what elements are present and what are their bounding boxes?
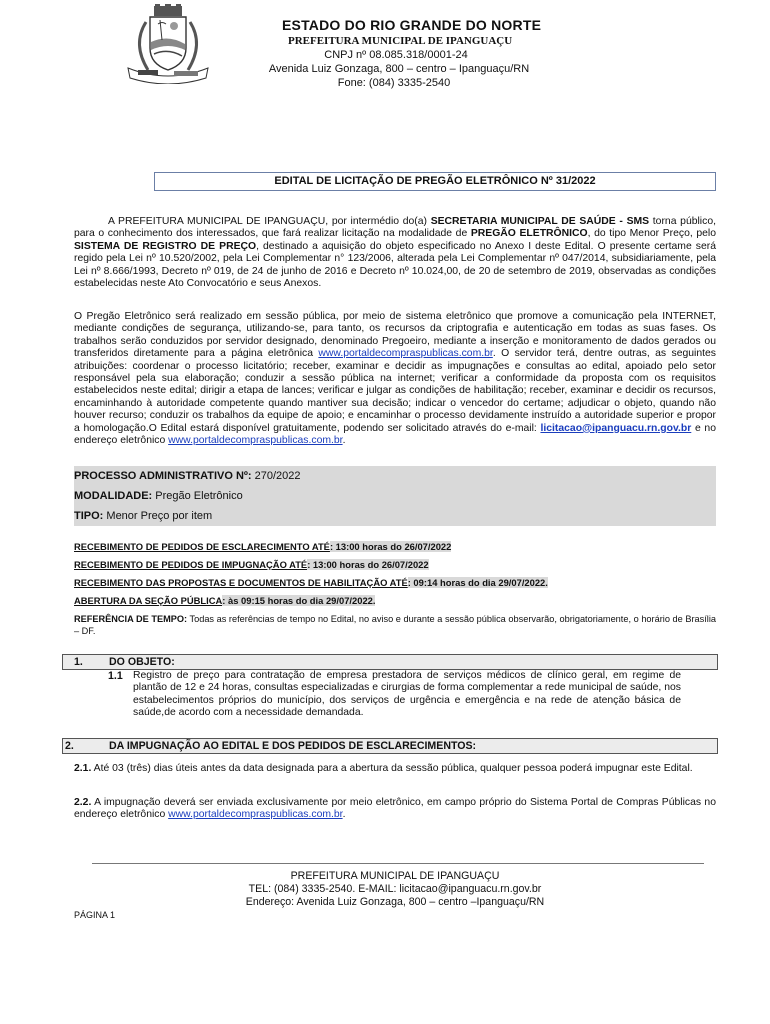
section-1-number: 1. xyxy=(74,656,83,668)
schedule-propostas: RECEBIMENTO DAS PROPOSTAS E DOCUMENTOS DE HABILITAÇÃO ATÉ: 09:14 horas do dia 29/07/2022. xyxy=(74,577,548,588)
footer-contact: TEL: (084) 3335-2540. E-MAIL: licitacao@ipanguacu.rn.gov.br xyxy=(248,883,542,895)
tipo-row: TIPO: Menor Preço por item xyxy=(74,510,213,522)
item-2-1: 2.1. Até 03 (três) dias úteis antes da data designada para a abertura da sessão pública, qualquer pessoa poderá impugnar este Edital. xyxy=(74,763,693,774)
footer-divider xyxy=(92,863,704,864)
schedule-abertura: ABERTURA DA SEÇÃO PÚBLICA: às 09:15 horas do dia 29/07/2022. xyxy=(74,595,376,606)
page-number: PÁGINA 1 xyxy=(74,910,116,920)
portal-link[interactable]: www.portaldecompraspublicas.com.br xyxy=(168,435,343,447)
portal-link[interactable]: www.portaldecompraspublicas.com.br xyxy=(168,809,343,821)
edital-title: EDITAL DE LICITAÇÃO DE PREGÃO ELETRÔNICO Nº 31/2022 xyxy=(154,172,716,191)
section-1-header xyxy=(62,654,718,670)
referencia-tempo: REFERÊNCIA DE TEMPO: Todas as referências de tempo no Edital, no aviso e durante a sessão pública observarão, obrigatoriamente, o horário de Brasília – DF. xyxy=(74,614,716,636)
item-1-1-number: 1.1 xyxy=(108,670,123,682)
section-2-number: 2. xyxy=(65,740,74,752)
processo-row: PROCESSO ADMINISTRATIVO Nº: 270/2022 xyxy=(74,470,301,482)
intro-paragraph-1: A PREFEITURA MUNICIPAL DE IPANGUAÇU, por intermédio do(a) SECRETARIA MUNICIPAL DE SAÚDE - SMS torna público, para o conhecimento dos interessados, que fará realizar licitação na modalidade de PREGÃO ELETRÔNICO, do tipo Menor Preço, pelo SISTEMA DE REGISTRO DE PREÇO, destinado a aquisição do objeto especificado no Anexo I deste Edital. O presente certame será regido pela Lei nº 10.520/2002, pela Lei Complementar n° 123/2006, alterada pela Lei Complementar nº 047/2014, subsidiariamente, pela Lei nº 8.666/1993, Decreto nº 019, de 24 de junho de 2016 e Decreto nº 10.024,00, de 20 de setembro de 2019, observadas as condições estabelecidas neste Ato Convocatório e seus Anexos. xyxy=(74,216,716,290)
portal-link[interactable]: www.portaldecompraspublicas.com.br xyxy=(318,348,493,360)
header-prefeitura: PREFEITURA MUNICIPAL DE IPANGUAÇU xyxy=(288,35,513,47)
footer-address: Endereço: Avenida Luiz Gonzaga, 800 – centro –Ipanguaçu/RN xyxy=(245,896,545,908)
footer-prefeitura: PREFEITURA MUNICIPAL DE IPANGUAÇU xyxy=(290,870,500,882)
email-link[interactable]: licitacao@ipanguacu.rn.gov.br xyxy=(540,422,692,434)
intro-paragraph-2: O Pregão Eletrônico será realizado em sessão pública, por meio de sistema eletrônico que promove a comunicação pela INTERNET, mediante condições de segurança, utilizando-se, para tanto, os recursos da criptografia e autenticação em todas as suas fases. Os trabalhos serão conduzidos por servidor designado, denominado Pregoeiro, mediante a inserção e monitoramento de dados gerados ou transferidos diretamente para a página eletrônica www.portaldecompraspublicas.com.br. O servidor terá, dentre outras, as seguintes atribuições: coordenar o processo licitatório; receber, examinar e decidir as impugnações e consultas ao edital, apoiado pelo setor responsável pela sua elaboração; conduzir a sessão pública na internet; verificar a conformidade da proposta com os requisitos estabelecidos neste edital; dirigir a etapa de lances; verificar e julgar as condições de habilitação; receber, examinar e decidir os recursos, encaminhando à autoridade competente quando mantiver sua decisão; indicar o vencedor do certame; adjudicar o objeto, quando não houver recurso; conduzir os trabalhos da equipe de apoio; e encaminhar o processo devidamente instruído a autoridade superior e propor a homologação.O Edital estará disponível gratuitamente, podendo ser solicitado através do e-mail: licitacao@ipanguacu.rn.gov.br e no endereço eletrônico www.portaldecompraspublicas.com.br. xyxy=(74,311,717,447)
schedule-esclarecimento: RECEBIMENTO DE PEDIDOS DE ESCLARECIMENTO ATÉ: 13:00 horas do 26/07/2022 xyxy=(74,541,452,552)
header-cnpj: CNPJ nº 08.085.318/0001-24 xyxy=(324,49,468,61)
header-address: Avenida Luiz Gonzaga, 800 – centro – Ipanguaçu/RN xyxy=(268,63,530,75)
header-phone: Fone: (084) 3335-2540 xyxy=(337,77,451,89)
header-state: ESTADO DO RIO GRANDE DO NORTE xyxy=(282,17,542,33)
modalidade-row: MODALIDADE: Pregão Eletrônico xyxy=(74,490,243,502)
process-info-block xyxy=(74,466,716,526)
item-1-1-text: Registro de preço para contratação de empresa prestadora de serviços médicos de clínico geral, em regime de plantão de 12 e 24 horas, consultas especializadas e cirurgias de forma complementar a rede municipal de saúde, nos estabelecimentos próprios do município, dos serviços de urgência e emergência e na rede de atenção básica de saúde,de acordo com a necessidade demandada. xyxy=(133,670,681,719)
section-2-title: DA IMPUGNAÇÃO AO EDITAL E DOS PEDIDOS DE ESCLARECIMENTOS: xyxy=(109,740,477,752)
section-1-title: DO OBJETO: xyxy=(109,656,175,668)
item-2-2: 2.2. A impugnação deverá ser enviada exclusivamente por meio eletrônico, em campo próprio do Sistema Portal de Compras Públicas no endereço eletrônico www.portaldecompraspublicas.com.br. xyxy=(74,797,716,821)
section-2-header xyxy=(62,738,718,754)
schedule-impugnacao: RECEBIMENTO DE PEDIDOS DE IMPUGNAÇÃO ATÉ: 13:00 horas do 26/07/2022 xyxy=(74,559,429,570)
